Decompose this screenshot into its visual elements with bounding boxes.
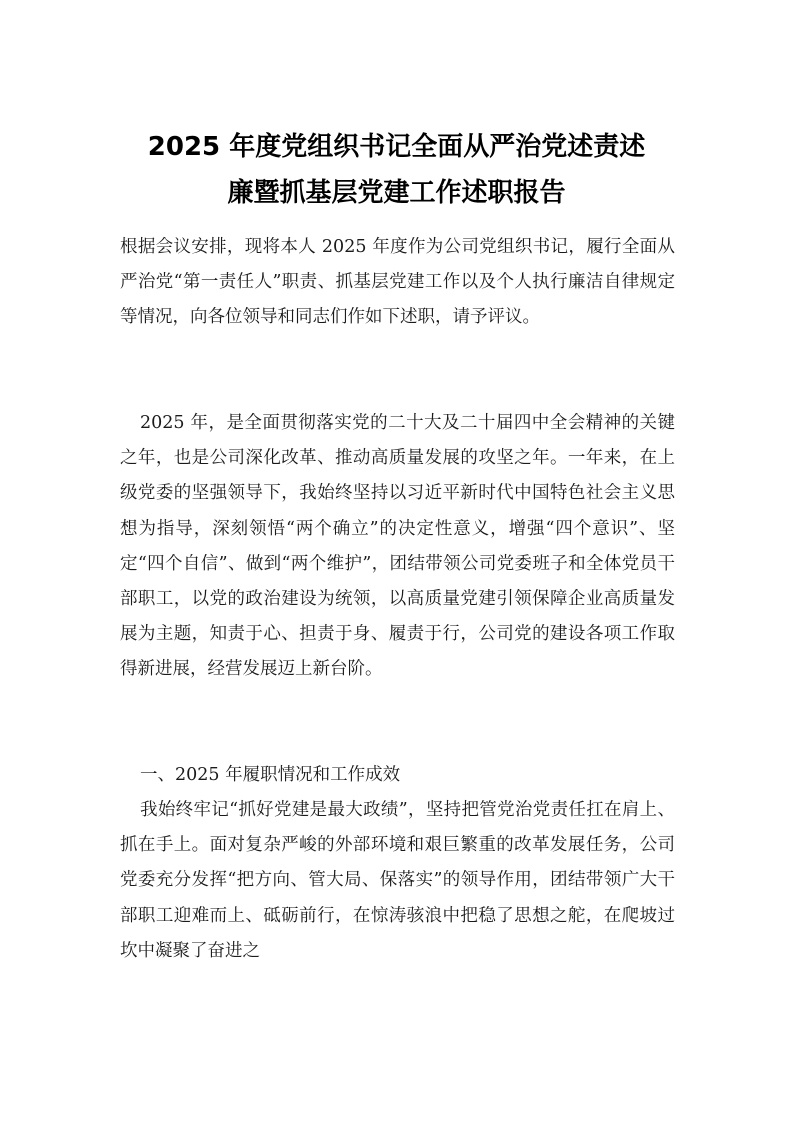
paragraph-section-1-body: 我始终牢记“抓好党建是最大政绩”，坚持把管党治党责任扛在肩上、抓在手上。面对复杂严峻的外部环境和艰巨繁重的改革发展任务，公司党委充分发挥“把方向、管大局、保落实”的领导作用，团结带领广大干部职工迎难而上、砥砺前行，在惊涛骇浪中把稳了思想之舵，在爬坡过坎中凝聚了奋进之 xyxy=(120,800,675,961)
section-heading-1: 一、2025 年履职情况和工作成效 xyxy=(140,765,401,785)
paragraph-intro: 根据会议安排，现将本人 2025 年度作为公司党组织书记，履行全面从严治党“第一责任人”职责、抓基层党建工作以及个人执行廉洁自律规定等情况，向各位领导和同志们作如下述职，请予评议。 xyxy=(120,237,675,328)
report-title-line-2: 廉暨抓基层党建工作述职报告 xyxy=(227,178,566,208)
report-title-line-1: 2025 年度党组织书记全面从严治党述责述 xyxy=(147,132,646,162)
paragraph-overview: 2025 年，是全面贯彻落实党的二十大及二十届四中全会精神的关键之年，也是公司深化改革、推动高质量发展的攻坚之年。一年来，在上级党委的坚强领导下，我始终坚持以习近平新时代中国特色社会主义思想为指导，深刻领悟“两个确立”的决定性意义，增强“四个意识”、坚定“四个自信”、做到“两个维护”，团结带领公司党委班子和全体党员干部职工，以党的政治建设为统领，以高质量党建引领保障企业高质量发展为主题，知责于心、担责于身、履责于行，公司党的建设各项工作取得新进展，经营发展迈上新台阶。 xyxy=(120,413,675,680)
